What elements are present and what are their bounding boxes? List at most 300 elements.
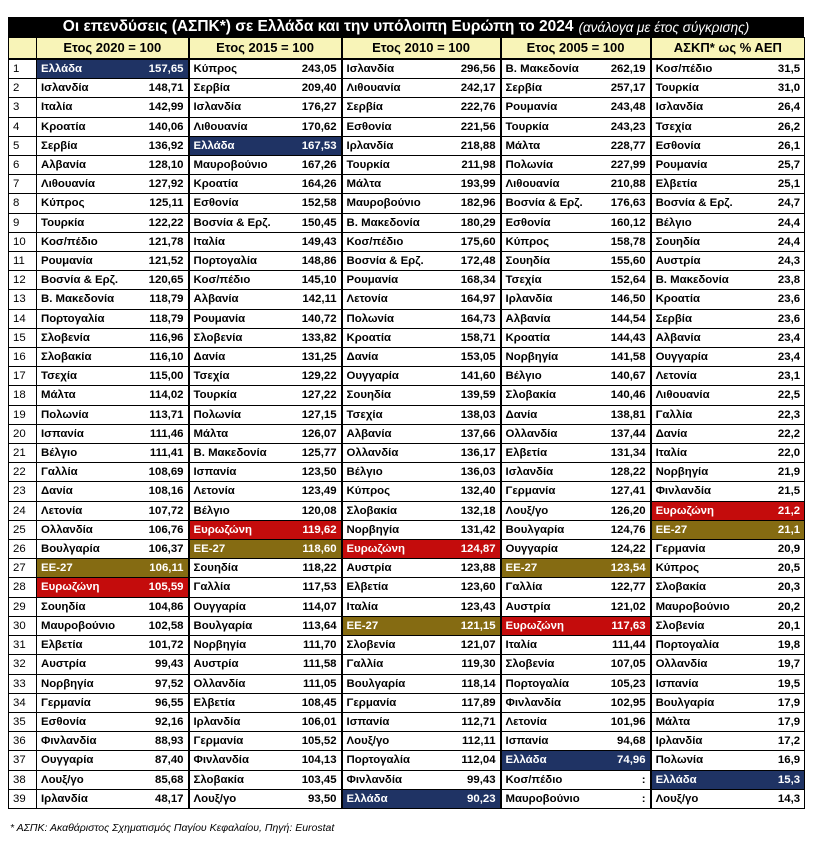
rank-cell: 23 [9, 482, 37, 501]
country-cell: Πολωνία [342, 309, 445, 328]
country-cell: Μαυροβούνιο [651, 597, 747, 616]
country-cell: Σερβία [651, 309, 747, 328]
country-cell: Μαυροβούνιο [342, 194, 445, 213]
country-cell: Σλοβακία [501, 386, 597, 405]
country-cell: Εσθονία [37, 712, 131, 731]
rank-cell: 11 [9, 252, 37, 271]
country-cell: Αλβανία [189, 290, 288, 309]
value-cell: 129,22 [288, 367, 342, 386]
table-row [9, 712, 805, 731]
value-cell: 121,02 [597, 597, 651, 616]
country-cell: Τουρκία [189, 386, 288, 405]
value-cell: 102,95 [597, 693, 651, 712]
value-cell: 170,62 [288, 117, 342, 136]
country-cell: Σουηδία [501, 252, 597, 271]
country-cell: Βουλγαρία [651, 693, 747, 712]
value-cell: 106,11 [131, 559, 189, 578]
value-cell: 22,2 [747, 424, 805, 443]
value-cell: 133,82 [288, 328, 342, 347]
country-cell: Β. Μακεδονία [189, 444, 288, 463]
country-cell: Κύπρος [501, 232, 597, 251]
table-row [9, 386, 805, 405]
country-cell: Πολωνία [37, 405, 131, 424]
rank-cell: 15 [9, 328, 37, 347]
rank-cell: 27 [9, 559, 37, 578]
country-cell: Βουλγαρία [342, 674, 445, 693]
value-cell: 74,96 [597, 751, 651, 770]
value-cell: 193,99 [445, 175, 501, 194]
country-cell: Δανία [501, 405, 597, 424]
country-cell: Πορτογαλία [501, 674, 597, 693]
table-row [9, 578, 805, 597]
value-cell: 31,5 [747, 59, 805, 79]
country-cell: Σλοβακία [342, 501, 445, 520]
country-cell: Ιταλία [37, 98, 131, 117]
value-cell: 121,52 [131, 252, 189, 271]
value-cell: 14,3 [747, 789, 805, 808]
value-cell: 118,79 [131, 290, 189, 309]
value-cell: 116,10 [131, 348, 189, 367]
country-cell: Λιθουανία [37, 175, 131, 194]
rank-cell: 5 [9, 136, 37, 155]
value-cell: 17,9 [747, 693, 805, 712]
value-cell: 296,56 [445, 59, 501, 79]
value-cell: 118,14 [445, 674, 501, 693]
country-cell: Ελβετία [189, 693, 288, 712]
value-cell: 222,76 [445, 98, 501, 117]
country-cell: Λιθουανία [342, 79, 445, 98]
country-cell: Ελβετία [501, 444, 597, 463]
value-cell: 106,37 [131, 540, 189, 559]
table-row [9, 79, 805, 98]
country-cell: Βέλγιο [651, 213, 747, 232]
value-cell: 117,89 [445, 693, 501, 712]
value-cell: 121,15 [445, 616, 501, 635]
value-cell: 90,23 [445, 789, 501, 808]
rank-cell: 12 [9, 271, 37, 290]
value-cell: 106,01 [288, 712, 342, 731]
value-cell: 155,60 [597, 252, 651, 271]
value-cell: 140,72 [288, 309, 342, 328]
country-cell: Ελλάδα [342, 789, 445, 808]
country-cell: Τσεχία [501, 271, 597, 290]
value-cell: 118,79 [131, 309, 189, 328]
country-cell: Λιθουανία [189, 117, 288, 136]
country-cell: Φινλανδία [342, 770, 445, 789]
country-cell: Πορτογαλία [651, 636, 747, 655]
rank-cell: 9 [9, 213, 37, 232]
country-cell: Γερμανία [342, 693, 445, 712]
country-cell: Πορτογαλία [37, 309, 131, 328]
rank-cell: 33 [9, 674, 37, 693]
country-cell: Βοσνία & Ερζ. [342, 252, 445, 271]
value-cell: 211,98 [445, 156, 501, 175]
table-row [9, 751, 805, 770]
value-cell: 99,43 [445, 770, 501, 789]
country-cell: Αλβανία [651, 328, 747, 347]
value-cell: 108,45 [288, 693, 342, 712]
country-cell: Βουλγαρία [37, 540, 131, 559]
country-cell: Γερμανία [501, 482, 597, 501]
value-cell: : [597, 770, 651, 789]
rank-cell: 16 [9, 348, 37, 367]
value-cell: 96,55 [131, 693, 189, 712]
country-cell: Αυστρία [342, 559, 445, 578]
value-cell: 21,2 [747, 501, 805, 520]
value-cell: 26,4 [747, 98, 805, 117]
value-cell: 136,92 [131, 136, 189, 155]
country-cell: Αλβανία [342, 424, 445, 443]
country-cell: ΕΕ-27 [189, 540, 288, 559]
header-row [9, 38, 805, 60]
value-cell: 132,18 [445, 501, 501, 520]
value-cell: 131,42 [445, 520, 501, 539]
value-cell: 97,52 [131, 674, 189, 693]
country-cell: Λουξ/γο [189, 789, 288, 808]
value-cell: 107,72 [131, 501, 189, 520]
value-cell: 108,69 [131, 463, 189, 482]
country-cell: Νορβηγία [651, 463, 747, 482]
table-row [9, 271, 805, 290]
rank-cell: 13 [9, 290, 37, 309]
value-cell: 112,11 [445, 732, 501, 751]
value-cell: 15,3 [747, 770, 805, 789]
value-cell: 16,9 [747, 751, 805, 770]
table-row [9, 597, 805, 616]
table-row [9, 789, 805, 808]
value-cell: 157,65 [131, 59, 189, 79]
rank-cell: 39 [9, 789, 37, 808]
country-cell: Νορβηγία [342, 520, 445, 539]
country-cell: Κροατία [189, 175, 288, 194]
rank-cell: 18 [9, 386, 37, 405]
value-cell: 120,65 [131, 271, 189, 290]
rank-cell: 35 [9, 712, 37, 731]
header-rank [9, 38, 37, 60]
country-cell: Πολωνία [651, 751, 747, 770]
country-cell: Ιρλανδία [501, 290, 597, 309]
value-cell: 87,40 [131, 751, 189, 770]
country-cell: Τουρκία [342, 156, 445, 175]
country-cell: Μαυροβούνιο [189, 156, 288, 175]
value-cell: 137,66 [445, 424, 501, 443]
country-cell: Βέλγιο [189, 501, 288, 520]
country-cell: Φινλανδία [189, 751, 288, 770]
country-cell: Τουρκία [37, 213, 131, 232]
table-row [9, 636, 805, 655]
country-cell: Λουξ/γο [501, 501, 597, 520]
country-cell: Β. Μακεδονία [501, 59, 597, 79]
value-cell: 116,96 [131, 328, 189, 347]
table-row [9, 463, 805, 482]
value-cell: 103,45 [288, 770, 342, 789]
rank-cell: 4 [9, 117, 37, 136]
country-cell: Β. Μακεδονία [37, 290, 131, 309]
value-cell: 23,4 [747, 328, 805, 347]
country-cell: Βέλγιο [37, 444, 131, 463]
country-cell: Ισπανία [37, 424, 131, 443]
value-cell: 138,81 [597, 405, 651, 424]
value-cell: 168,34 [445, 271, 501, 290]
value-cell: : [597, 789, 651, 808]
country-cell: Ουγγαρία [37, 751, 131, 770]
value-cell: 140,46 [597, 386, 651, 405]
value-cell: 112,04 [445, 751, 501, 770]
value-cell: 140,06 [131, 117, 189, 136]
table-row [9, 348, 805, 367]
country-cell: Δανία [37, 482, 131, 501]
rank-cell: 30 [9, 616, 37, 635]
value-cell: 144,54 [597, 309, 651, 328]
table-row [9, 559, 805, 578]
country-cell: Ρουμανία [37, 252, 131, 271]
table-row [9, 424, 805, 443]
country-cell: Τσεχία [37, 367, 131, 386]
country-cell: Κοσ/πέδιο [189, 271, 288, 290]
country-cell: Δανία [651, 424, 747, 443]
value-cell: 150,45 [288, 213, 342, 232]
value-cell: 126,20 [597, 501, 651, 520]
country-cell: Ευρωζώνη [651, 501, 747, 520]
country-cell: Βέλγιο [501, 367, 597, 386]
country-cell: Ολλανδία [651, 655, 747, 674]
country-cell: Μάλτα [189, 424, 288, 443]
value-cell: 113,64 [288, 616, 342, 635]
value-cell: 124,22 [597, 540, 651, 559]
country-cell: Κοσ/πέδιο [37, 232, 131, 251]
country-cell: Ουγγαρία [501, 540, 597, 559]
value-cell: 94,68 [597, 732, 651, 751]
country-cell: Μάλτα [37, 386, 131, 405]
value-cell: 24,4 [747, 232, 805, 251]
value-cell: 21,5 [747, 482, 805, 501]
country-cell: Εσθονία [651, 136, 747, 155]
table-row [9, 232, 805, 251]
country-cell: Σουηδία [37, 597, 131, 616]
value-cell: 141,58 [597, 348, 651, 367]
country-cell: Ουγγαρία [342, 367, 445, 386]
value-cell: 118,60 [288, 540, 342, 559]
rank-cell: 21 [9, 444, 37, 463]
country-cell: Λετονία [189, 482, 288, 501]
table-row [9, 770, 805, 789]
value-cell: 149,43 [288, 232, 342, 251]
value-cell: 19,5 [747, 674, 805, 693]
country-cell: Ρουμανία [342, 271, 445, 290]
value-cell: 146,50 [597, 290, 651, 309]
country-cell: Ολλανδία [501, 424, 597, 443]
table-row [9, 616, 805, 635]
value-cell: 114,07 [288, 597, 342, 616]
country-cell: Πορτογαλία [342, 751, 445, 770]
value-cell: 105,52 [288, 732, 342, 751]
country-cell: ΕΕ-27 [651, 520, 747, 539]
country-cell: Ιρλανδία [342, 136, 445, 155]
value-cell: 121,07 [445, 636, 501, 655]
country-cell: Ρουμανία [501, 98, 597, 117]
header-2010: Ετος 2010 = 100 [342, 38, 501, 60]
country-cell: Ελλάδα [501, 751, 597, 770]
country-cell: Ελβετία [651, 175, 747, 194]
country-cell: Σλοβενία [189, 328, 288, 347]
value-cell: 176,27 [288, 98, 342, 117]
country-cell: Ολλανδία [189, 674, 288, 693]
value-cell: 22,5 [747, 386, 805, 405]
country-cell: Ισπανία [342, 712, 445, 731]
country-cell: Νορβηγία [501, 348, 597, 367]
country-cell: Τσεχία [189, 367, 288, 386]
value-cell: 23,8 [747, 271, 805, 290]
country-cell: Γαλλία [37, 463, 131, 482]
value-cell: 176,63 [597, 194, 651, 213]
rank-cell: 24 [9, 501, 37, 520]
value-cell: 48,17 [131, 789, 189, 808]
country-cell: Ιρλανδία [651, 732, 747, 751]
value-cell: 126,07 [288, 424, 342, 443]
value-cell: 111,44 [597, 636, 651, 655]
country-cell: Ισπανία [189, 463, 288, 482]
rank-cell: 8 [9, 194, 37, 213]
value-cell: 22,0 [747, 444, 805, 463]
value-cell: 101,72 [131, 636, 189, 655]
value-cell: 111,05 [288, 674, 342, 693]
country-cell: Ελλάδα [189, 136, 288, 155]
value-cell: 153,05 [445, 348, 501, 367]
value-cell: 243,23 [597, 117, 651, 136]
country-cell: Κύπρος [342, 482, 445, 501]
country-cell: Σλοβενία [37, 328, 131, 347]
country-cell: Ευρωζώνη [37, 578, 131, 597]
country-cell: Φινλανδία [651, 482, 747, 501]
value-cell: 119,62 [288, 520, 342, 539]
country-cell: Ολλανδία [37, 520, 131, 539]
table-row [9, 732, 805, 751]
table-row [9, 252, 805, 271]
country-cell: Γερμανία [37, 693, 131, 712]
rank-cell: 25 [9, 520, 37, 539]
value-cell: 127,41 [597, 482, 651, 501]
value-cell: 23,4 [747, 348, 805, 367]
value-cell: 19,7 [747, 655, 805, 674]
value-cell: 119,30 [445, 655, 501, 674]
rank-cell: 10 [9, 232, 37, 251]
country-cell: Ισλανδία [37, 79, 131, 98]
value-cell: 152,58 [288, 194, 342, 213]
table-row [9, 98, 805, 117]
country-cell: Σουηδία [651, 232, 747, 251]
value-cell: 23,6 [747, 290, 805, 309]
country-cell: Ολλανδία [342, 444, 445, 463]
value-cell: 152,64 [597, 271, 651, 290]
country-cell: Ιταλία [342, 597, 445, 616]
country-cell: Κροατία [501, 328, 597, 347]
country-cell: Γερμανία [651, 540, 747, 559]
country-cell: Λετονία [37, 501, 131, 520]
country-cell: Λουξ/γο [651, 789, 747, 808]
value-cell: 85,68 [131, 770, 189, 789]
country-cell: Κροατία [651, 290, 747, 309]
value-cell: 118,22 [288, 559, 342, 578]
country-cell: Μαυροβούνιο [501, 789, 597, 808]
value-cell: 141,60 [445, 367, 501, 386]
table-row [9, 520, 805, 539]
value-cell: 117,63 [597, 616, 651, 635]
country-cell: Αυστρία [651, 252, 747, 271]
value-cell: 221,56 [445, 117, 501, 136]
rank-cell: 38 [9, 770, 37, 789]
value-cell: 19,8 [747, 636, 805, 655]
value-cell: 101,96 [597, 712, 651, 731]
value-cell: 123,60 [445, 578, 501, 597]
value-cell: 23,6 [747, 309, 805, 328]
value-cell: 242,17 [445, 79, 501, 98]
value-cell: 128,10 [131, 156, 189, 175]
country-cell: Μαυροβούνιο [37, 616, 131, 635]
country-cell: Κύπρος [651, 559, 747, 578]
country-cell: Ισλανδία [342, 59, 445, 79]
value-cell: 121,78 [131, 232, 189, 251]
value-cell: 137,44 [597, 424, 651, 443]
rank-cell: 19 [9, 405, 37, 424]
country-cell: Γαλλία [501, 578, 597, 597]
value-cell: 142,99 [131, 98, 189, 117]
country-cell: Νορβηγία [37, 674, 131, 693]
value-cell: 104,13 [288, 751, 342, 770]
table-row [9, 328, 805, 347]
table-body [9, 59, 805, 808]
value-cell: 145,10 [288, 271, 342, 290]
country-cell: Εσθονία [501, 213, 597, 232]
value-cell: 104,86 [131, 597, 189, 616]
value-cell: 139,59 [445, 386, 501, 405]
country-cell: Πολωνία [189, 405, 288, 424]
country-cell: Ιταλία [189, 232, 288, 251]
country-cell: Τουρκία [651, 79, 747, 98]
country-cell: Αλβανία [501, 309, 597, 328]
country-cell: Βοσνία & Ερζ. [189, 213, 288, 232]
value-cell: 172,48 [445, 252, 501, 271]
title-bar [8, 17, 804, 37]
table-row [9, 674, 805, 693]
value-cell: 148,71 [131, 79, 189, 98]
rank-cell: 34 [9, 693, 37, 712]
country-cell: Σουηδία [342, 386, 445, 405]
country-cell: Αυστρία [37, 655, 131, 674]
value-cell: 123,54 [597, 559, 651, 578]
value-cell: 136,03 [445, 463, 501, 482]
country-cell: Λουξ/γο [342, 732, 445, 751]
table-row [9, 482, 805, 501]
country-cell: Σερβία [501, 79, 597, 98]
value-cell: 99,43 [131, 655, 189, 674]
value-cell: 26,1 [747, 136, 805, 155]
value-cell: 112,71 [445, 712, 501, 731]
table-row [9, 290, 805, 309]
rank-cell: 7 [9, 175, 37, 194]
country-cell: Κοσ/πέδιο [501, 770, 597, 789]
value-cell: 257,17 [597, 79, 651, 98]
value-cell: 123,88 [445, 559, 501, 578]
value-cell: 210,88 [597, 175, 651, 194]
value-cell: 167,53 [288, 136, 342, 155]
value-cell: 24,4 [747, 213, 805, 232]
country-cell: Ισλανδία [501, 463, 597, 482]
value-cell: 218,88 [445, 136, 501, 155]
header-2020: Ετος 2020 = 100 [37, 38, 189, 60]
rank-cell: 36 [9, 732, 37, 751]
table-row [9, 309, 805, 328]
value-cell: 140,67 [597, 367, 651, 386]
